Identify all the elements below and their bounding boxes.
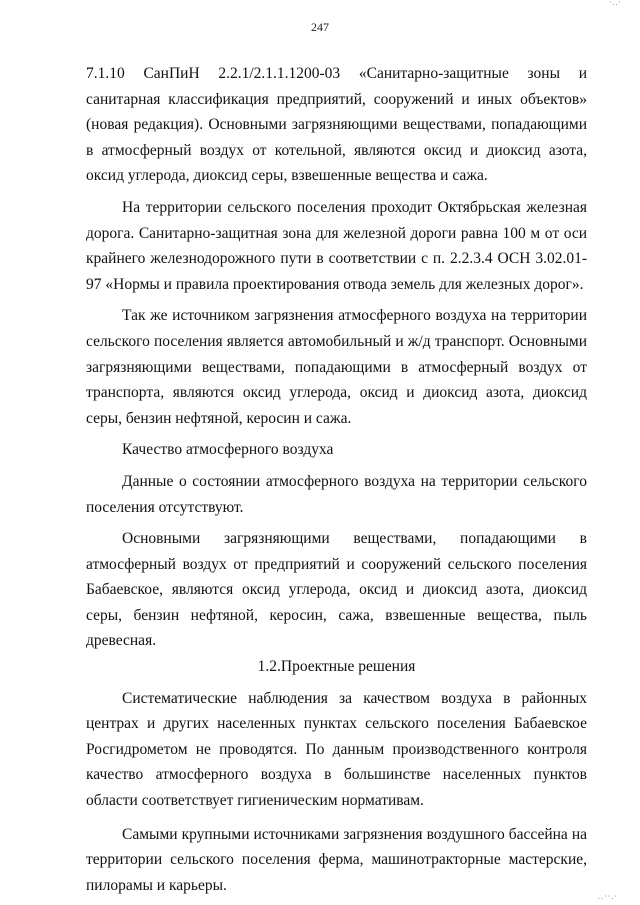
paragraph-observations: Систематические наблюдения за качеством воздуха в районных центрах и других населенных пунктах сельского поселения Бабаевское Росгидрометом не проводятся. По данным производственного контроля качество атмосферного воздуха в большинстве населенных пунктов области соответствует гигиеническим нормативам.	[86, 689, 587, 810]
paragraph-pollutants: Основными загрязняющими веществами, попадающими в атмосферный воздух от предприятий и сооружений сельского поселения Бабаевское, являются оксид углерода, оксид и диоксид азота, диоксид серы, бензин нефтяной, керосин, сажа, взвешенные вещества, пыль древесная.	[86, 530, 587, 650]
paragraph-sanpin: 7.1.10 СанПиН 2.2.1/2.1.1.1200-03 «Санитарно-защитные зоны и санитарная классификация предприятий, сооружений и иных объектов» (новая редакция). Основными загрязняющими веществами, попадающими в атмосферный воздух от котельной, являются оксид и диоксид азота, оксид углерода, диоксид серы, взвешенные вещества и сажа.	[86, 65, 587, 185]
heading-design-solutions: 1.2.Проектные решения	[257, 658, 416, 676]
document-body	[86, 61, 587, 898]
scan-mark-bottom: ..··.·	[598, 892, 618, 901]
paragraph-transport: Так же источником загрязнения атмосферного воздуха на территории сельского поселения является автомобильный и ж/д транспорт. Основными загрязняющими веществами, попадающими в атмосферный воздух от транспорта, являются оксид углерода, оксид и диоксид азота, диоксид серы, бензин нефтяной, керосин и сажа.	[86, 307, 587, 427]
scan-mark-top: ·..·	[608, 0, 622, 7]
heading-air-quality: Качество атмосферного воздуха	[122, 441, 334, 459]
paragraph-major-sources: Самыми крупными источниками загрязнения воздушного бассейна на территории сельского поселения ферма, машинотракторные мастерские, пилорамы и карьеры.	[86, 825, 587, 894]
paragraph-no-data: Данные о состоянии атмосферного воздуха на территории сельского поселения отсутствуют.	[86, 472, 587, 516]
page-number: 247	[311, 20, 329, 34]
paragraph-railway: На территории сельского поселения проходит Октябрьская железная дорога. Санитарно-защитная зона для железной дороги равна 100 м от оси крайнего железнодорожного пути в соответствии с п. 2.2.3.4 ОСН 3.02.01-97 «Нормы и правила проектирования отвода земель для железных дорог».	[86, 198, 587, 293]
